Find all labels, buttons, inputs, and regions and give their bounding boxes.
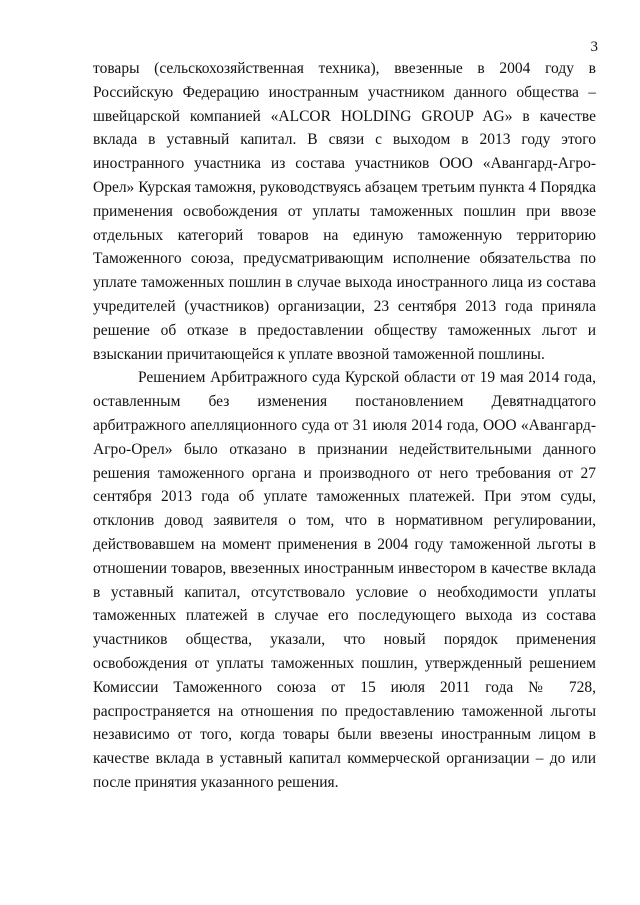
document-body	[93, 57, 596, 795]
paragraph-court-decision: Решением Арбитражного суда Курской области от 19 мая 2014 года, оставленным без изменения постановлением Девятнадцатого арбитражного апелляционного суда от 31 июля 2014 года, ООО «Авангард-Агро-Орел» было отказано в признании недействительными данного решения таможенного органа и производного от него требования от 27 сентября 2013 года об уплате таможенных платежей. При этом суды, отклонив довод заявителя о том, что в нормативном регулировании, действовавшем на момент применения в 2004 году таможенной льготы в отношении товаров, ввезенных иностранным инвестором в качестве вклада в уставный капитал, отсутствовало условие о необходимости уплаты таможенных платежей в случае его последующего выхода из состава участников общества, указали, что новый порядок применения освобождения от уплаты таможенных пошлин, утвержденный решением Комиссии Таможенного союза от 15 июля 2011 года № 728, распространяется на отношения по предоставлению таможенной льготы независимо от того, когда товары были ввезены иностранным лицом в качестве вклада в уставный капитал коммерческой организации – до или после принятия указанного решения.	[93, 369, 596, 791]
paragraph-continuation: товары (сельскохозяйственная техника), ввезенные в 2004 году в Российскую Федерацию иностранным участником данного общества – швейцарской компанией «ALCOR HOLDING GROUP AG» в качестве вклада в уставный капитал. В связи с выходом в 2013 году этого иностранного участника из состава участников ООО «Авангард-Агро-Орел» Курская таможня, руководствуясь абзацем третьим пункта 4 Порядка применения освобождения от уплаты таможенных пошлин при ввозе отдельных категорий товаров на единую таможенную территорию Таможенного союза, предусматривающим исполнение обязательства по уплате таможенных пошлин в случае выхода иностранного лица из состава учредителей (участников) организации, 23 сентября 2013 года приняла решение об отказе в предоставлении обществу таможенных льгот и взыскании причитающейся к уплате ввозной таможенной пошлины.	[93, 60, 596, 363]
page-number: 3	[590, 39, 598, 55]
